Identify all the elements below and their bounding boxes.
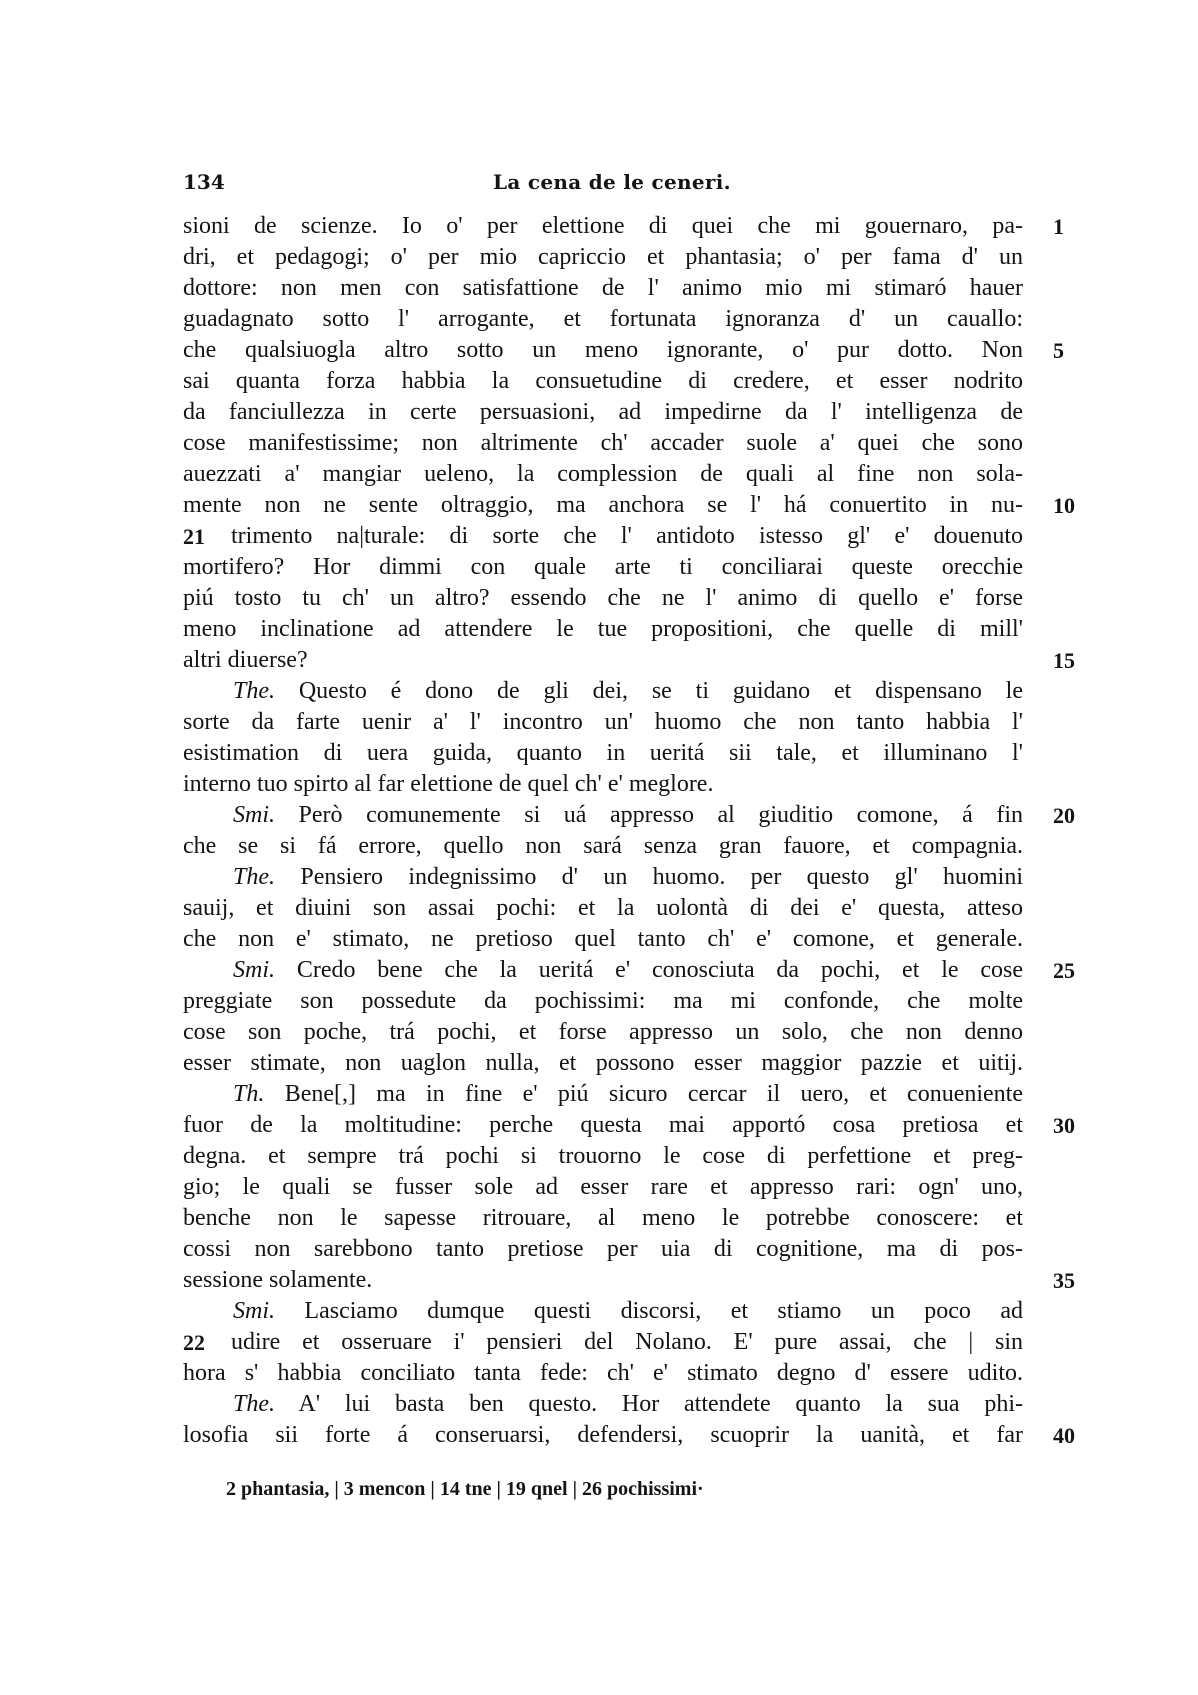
speaker-label: The.: [233, 1391, 275, 1417]
text-line: [183, 1203, 1023, 1234]
line-text: [183, 893, 1023, 924]
line-text: [183, 831, 1023, 862]
text-line: [183, 490, 1075, 521]
text-line: [183, 1389, 1023, 1420]
speaker-label: The.: [233, 864, 275, 890]
speaker-label: Smi.: [233, 957, 275, 983]
line-text: [183, 583, 1023, 614]
line-body: cossi non sarebbono tanto pretiose per uia di cognitione, ma di pos-: [183, 1236, 1023, 1262]
line-text: [233, 800, 1023, 831]
text-line: [183, 1296, 1023, 1327]
line-body: losofia sii forte á conseruarsi, defendersi, scuoprir la uanità, et far: [183, 1422, 1023, 1448]
line-text: [183, 1234, 1023, 1265]
line-text: [233, 862, 1023, 893]
line-body: mortifero? Hor dimmi con quale arte ti conciliarai queste orecchie: [183, 554, 1023, 580]
edition-page-marker: 22: [183, 1330, 205, 1355]
line-text: [183, 1265, 1023, 1296]
line-body: Questo é dono de gli dei, se ti guidano et dispensano le: [298, 678, 1023, 704]
line-body: dri, et pedagogi; o' per mio capriccio et phantasia; o' per fama d' un: [183, 244, 1023, 270]
line-text: [183, 1203, 1023, 1234]
text-line: [183, 1420, 1075, 1451]
line-number: 30: [1053, 1113, 1075, 1138]
text-line: [183, 1234, 1023, 1265]
line-body: Bene[,] ma in fine e' piú sicuro cercar il uero, et conueniente: [284, 1081, 1024, 1107]
text-line: [183, 986, 1023, 1017]
text-line: [183, 955, 1075, 986]
line-text: [183, 459, 1023, 490]
text-line: [183, 738, 1023, 769]
line-body: interno tuo spirto al far elettione de quel ch' e' meglore.: [183, 771, 714, 797]
text-line: [183, 831, 1023, 862]
text-line: [183, 366, 1023, 397]
line-number: 10: [1053, 493, 1075, 518]
line-number: 40: [1053, 1423, 1075, 1448]
line-body: fuor de la moltitudine: perche questa mai apportó cosa pretiosa et: [183, 1112, 1023, 1138]
line-text: [183, 366, 1023, 397]
line-number: 15: [1053, 648, 1075, 673]
line-body: Credo bene che la ueritá e' conosciuta da pochi, et le cose: [296, 957, 1023, 983]
text-line: [183, 769, 1023, 800]
line-text: [183, 614, 1023, 645]
line-body: udire et osseruare i' pensieri del Nolano. E' pure assai, che | sin: [231, 1329, 1023, 1355]
line-text: [183, 335, 1023, 366]
text-line: [183, 1172, 1023, 1203]
line-text: [183, 1420, 1023, 1451]
text-line: [183, 583, 1023, 614]
speaker-label: Smi.: [233, 1298, 275, 1324]
main-text: [183, 211, 1075, 1451]
line-text: [233, 955, 1023, 986]
line-text: [183, 986, 1023, 1017]
running-header: [183, 170, 1053, 200]
line-text: [183, 304, 1023, 335]
line-text: [183, 428, 1023, 459]
text-line: [183, 521, 1023, 552]
line-text: [183, 645, 1023, 676]
line-text: [183, 1017, 1023, 1048]
line-text: [233, 676, 1023, 707]
text-line: [183, 893, 1023, 924]
speaker-label: The.: [233, 678, 275, 704]
line-text: [183, 707, 1023, 738]
line-body: Pensiero indegnissimo d' un huomo. per questo gl' huomini: [300, 864, 1024, 890]
text-line: [183, 242, 1023, 273]
line-body: meno inclinatione ad attendere le tue propositioni, che quelle di mill': [183, 616, 1023, 642]
line-number: 20: [1053, 803, 1075, 828]
line-body: sai quanta forza habbia la consuetudine di credere, et esser nodrito: [183, 368, 1023, 394]
speaker-label: Th.: [233, 1081, 265, 1107]
line-text: [233, 1389, 1023, 1420]
line-body: sessione solamente.: [183, 1267, 373, 1293]
speaker-label: Smi.: [233, 802, 275, 828]
line-body: Lasciamo dumque questi discorsi, et stiamo un poco ad: [304, 1298, 1023, 1324]
line-body: Però comunemente si uá appresso al giuditio comone, á fin: [298, 802, 1023, 828]
line-body: benche non le sapesse ritrouare, al meno le potrebbe conoscere: et: [183, 1205, 1023, 1231]
text-line: [183, 1265, 1075, 1296]
line-body: sioni de scienze. Io o' per elettione di quei che mi gouernaro, pa-: [183, 213, 1023, 239]
line-text: [183, 397, 1023, 428]
line-body: gio; le quali se fusser sole ad esser rare et appresso rari: ogn' uno,: [183, 1174, 1023, 1200]
line-text: [183, 1327, 1023, 1358]
text-line: [183, 211, 1064, 242]
text-line: [183, 862, 1023, 893]
critical-apparatus-footnote: 2 phantasia, | 3 mencon | 14 tne | 19 qnel | 26 pochissimi·: [226, 1478, 704, 1500]
line-body: che se si fá errore, quello non sará senza gran fauore, et compagnia.: [183, 833, 1023, 859]
line-body: cose son poche, trá pochi, et forse appresso un solo, che non denno: [183, 1019, 1023, 1045]
line-body: che qualsiuogla altro sotto un meno ignorante, o' pur dotto. Non: [183, 337, 1023, 363]
line-body: auezzati a' mangiar ueleno, la complession de quali al fine non sola-: [183, 461, 1023, 487]
line-text: [233, 1079, 1023, 1110]
line-text: [183, 1110, 1023, 1141]
line-body: guadagnato sotto l' arrogante, et fortunata ignoranza d' un cauallo:: [183, 306, 1023, 332]
text-line: [183, 335, 1064, 366]
text-line: [183, 676, 1023, 707]
line-text: [183, 1172, 1023, 1203]
line-text: [183, 924, 1023, 955]
line-body: A' lui basta ben questo. Hor attendete quanto la sua phi-: [298, 1391, 1023, 1417]
line-text: [183, 1358, 1023, 1389]
line-body: hora s' habbia conciliato tanta fede: ch' e' stimato degno d' essere udito.: [183, 1360, 1023, 1386]
text-line: [183, 1048, 1023, 1079]
text-line: [183, 614, 1023, 645]
line-body: sauij, et diuini son assai pochi: et la uolontà di dei e' questa, atteso: [183, 895, 1023, 921]
line-text: [183, 1048, 1023, 1079]
text-line: [183, 800, 1075, 831]
line-text: [183, 521, 1023, 552]
text-line: [183, 924, 1023, 955]
text-line: [183, 1327, 1023, 1358]
text-line: [183, 397, 1023, 428]
text-line: [183, 304, 1023, 335]
text-line: [183, 428, 1023, 459]
line-text: [183, 242, 1023, 273]
line-body: che non e' stimato, ne pretioso quel tanto ch' e' comone, et generale.: [183, 926, 1023, 952]
text-line: [183, 273, 1023, 304]
line-number: 1: [1053, 214, 1064, 239]
line-body: degna. et sempre trá pochi si trouorno le cose di perfettione et preg-: [183, 1143, 1023, 1169]
line-body: dottore: non men con satisfattione de l' animo mio mi stimaró hauer: [183, 275, 1023, 301]
line-text: [233, 1296, 1023, 1327]
line-number: 25: [1053, 958, 1075, 983]
line-body: esser stimate, non uaglon nulla, et possono esser maggior pazzie et uitij.: [183, 1050, 1023, 1076]
line-body: trimento na|turale: di sorte che l' antidoto istesso gl' e' douenuto: [231, 523, 1023, 549]
line-body: piú tosto tu ch' un altro? essendo che ne l' animo di quello e' forse: [183, 585, 1023, 611]
line-number: 35: [1053, 1268, 1075, 1293]
text-line: [183, 1079, 1023, 1110]
text-line: [183, 707, 1023, 738]
line-body: da fanciullezza in certe persuasioni, ad impedirne da l' intelligenza de: [183, 399, 1023, 425]
line-text: [183, 738, 1023, 769]
text-line: [183, 552, 1023, 583]
text-line: [183, 1110, 1075, 1141]
line-body: altri diuerse?: [183, 647, 308, 673]
line-body: cose manifestissime; non altrimente ch' accader suole a' quei che sono: [183, 430, 1023, 456]
page-number: 134: [183, 170, 225, 194]
text-line: [183, 1141, 1023, 1172]
line-text: [183, 552, 1023, 583]
line-body: sorte da farte uenir a' l' incontro un' huomo che non tanto habbia l': [183, 709, 1023, 735]
line-number: 5: [1053, 338, 1064, 363]
line-body: preggiate son possedute da pochissimi: ma mi confonde, che molte: [183, 988, 1023, 1014]
text-line: [183, 1017, 1023, 1048]
line-text: [183, 273, 1023, 304]
text-line: [183, 459, 1023, 490]
line-text: [183, 769, 1023, 800]
line-text: [183, 1141, 1023, 1172]
running-title: La cena de le ceneri.: [493, 170, 731, 194]
text-line: [183, 645, 1075, 676]
line-text: [183, 211, 1023, 242]
line-text: [183, 490, 1023, 521]
line-body: esistimation di uera guida, quanto in ueritá sii tale, et illuminano l': [183, 740, 1023, 766]
text-line: [183, 1358, 1023, 1389]
line-body: mente non ne sente oltraggio, ma anchora se l' há conuertito in nu-: [183, 492, 1023, 518]
edition-page-marker: 21: [183, 524, 205, 549]
